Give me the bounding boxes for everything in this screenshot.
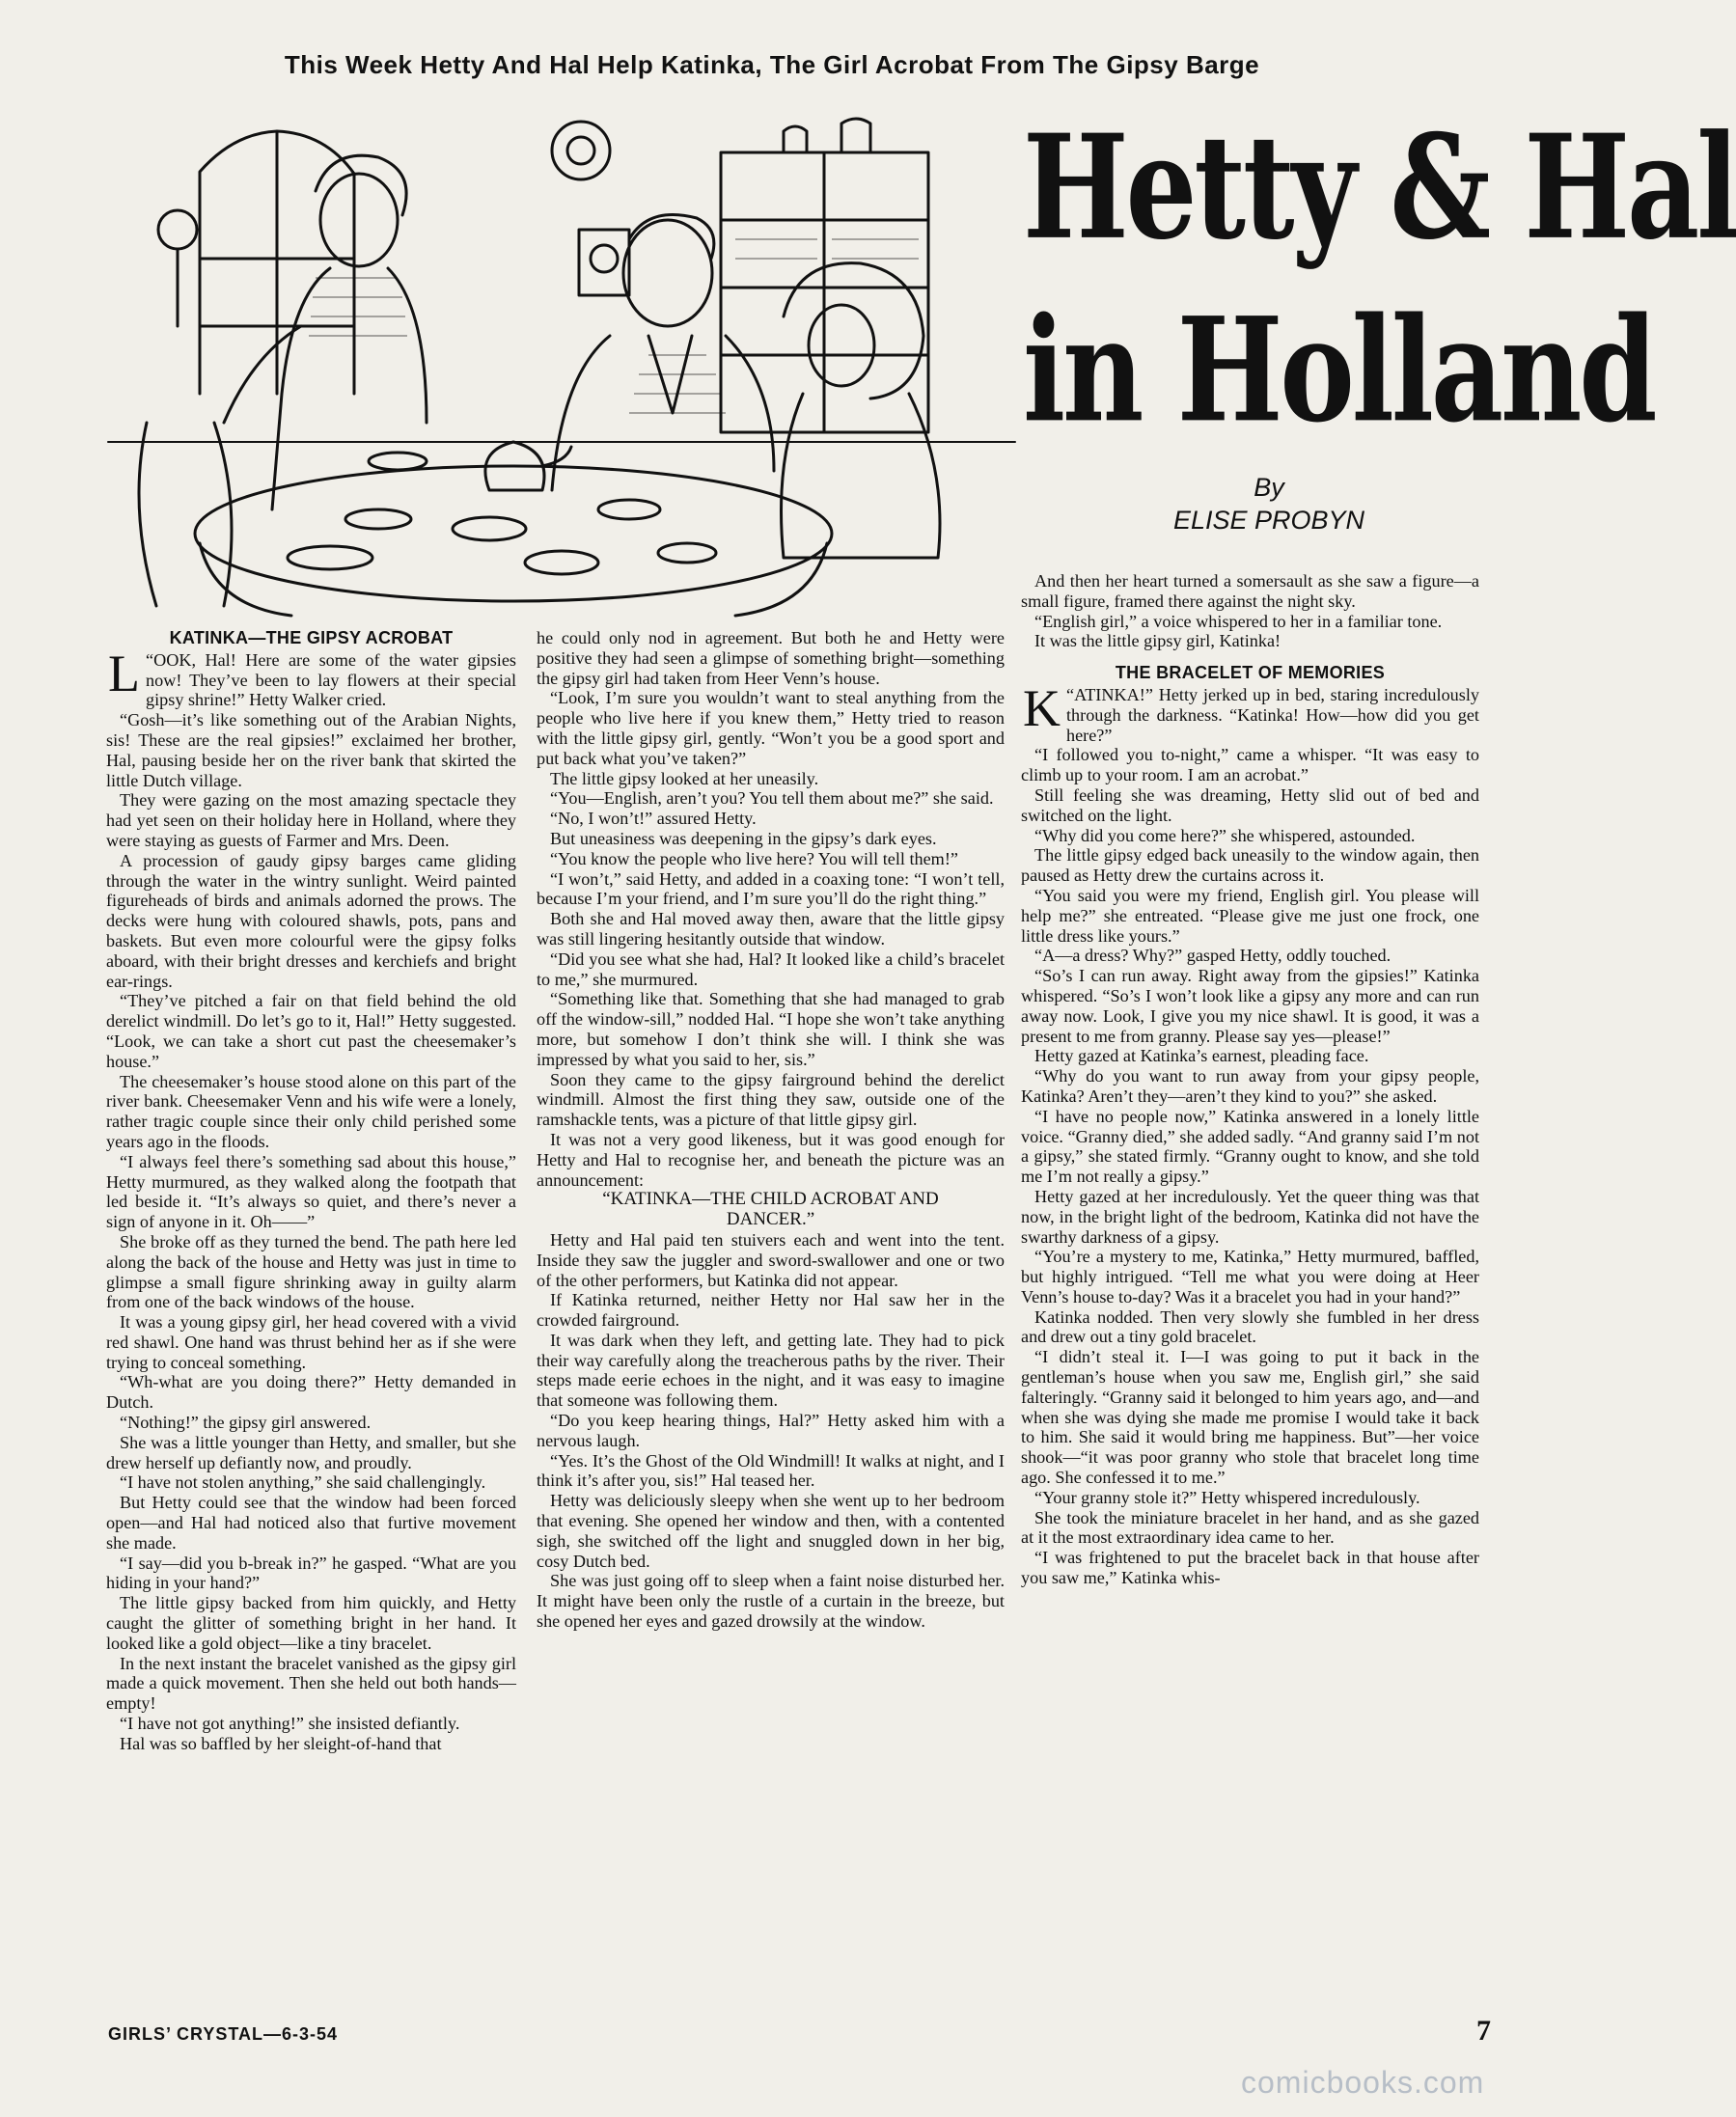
paragraph: But Hetty could see that the window had been forced open—and Hal had noticed also that furtive movement she made. bbox=[106, 1493, 516, 1553]
paragraph: “Do you keep hearing things, Hal?” Hetty asked him with a nervous laugh. bbox=[537, 1411, 1005, 1450]
paragraph: “I have no people now,” Katinka answered in a lonely little voice. “Granny died,” she added sadly. “And granny said I’m not a gipsy,” she stated firmly. “Granny ought to know, and she told me I’m not really a gipsy.” bbox=[1021, 1106, 1479, 1187]
paragraph: “A—a dress? Why?” gasped Hetty, oddly touched. bbox=[1034, 946, 1392, 966]
paragraph: “You—English, aren’t you? You tell them about me?” she said. bbox=[550, 788, 994, 809]
paragraph: Soon they came to the gipsy fairground behind the derelict windmill. Almost the first thing they saw, outside one of the ramshackle tents, was a picture of that little gipsy girl. bbox=[537, 1069, 1005, 1130]
page-number: 7 bbox=[1476, 2015, 1491, 2047]
paragraph: Hetty and Hal paid ten stuivers each and went into the tent. Inside they saw the juggler and sword-swallower and one or two of the other performers, but Katinka did not appear. bbox=[537, 1229, 1005, 1290]
paragraph: “Wh-what are you doing there?” Hetty demanded in Dutch. bbox=[106, 1372, 516, 1413]
paragraph: “No, I won’t!” assured Hetty. bbox=[550, 809, 757, 829]
story-title-line-1: Hetty & Hal bbox=[1023, 103, 1736, 272]
paragraph: L “OOK, Hal! Here are some of the water gipsies now! They’ve been to lay flowers at their special gipsy shrine!” Hetty Walker cried. bbox=[108, 644, 516, 710]
paragraph: Both she and Hal moved away then, aware that the little gipsy was still lingering hesitantly outside that window. bbox=[537, 909, 1005, 949]
paragraph: “Yes. It’s the Ghost of the Old Windmill! It walks at night, and I think it’s after you, sis!” Hal teased her. bbox=[537, 1450, 1005, 1491]
paragraph: “They’ve pitched a fair on that field behind the old derelict windmill. Do let’s go to it, Hal!” Hetty suggested. “Look, we can take a short cut past the cheesemaker’s house.” bbox=[106, 991, 516, 1071]
paragraph: They were gazing on the most amazing spectacle they had yet seen on their holiday here in Holland, where they were staying as guests of Farmer and Mrs. Deen. bbox=[106, 790, 516, 850]
paragraph: “So’s I can run away. Right away from the gipsies!” Katinka whispered. “So’s I won’t look like a gipsy any more and can run away now. Look, I give you my nice shawl. It is good, it was a present to me from granny. Please say yes—please!” bbox=[1021, 966, 1479, 1046]
paragraph: And then her heart turned a somersault as she saw a figure—a small figure, framed there against the night sky. bbox=[1021, 571, 1479, 611]
paragraph: Hal was so baffled by her sleight-of-hand that bbox=[120, 1733, 442, 1753]
byline bbox=[1119, 471, 1419, 536]
paragraph: A procession of gaudy gipsy barges came gliding through the water in the wintry sunlight. Weird painted figureheads of birds and animals adorned the prows. The decks were hung with coloured shawls, pots, pans and baskets. But even more colourful were the gipsy folks aboard, with their bright dresses and kerchiefs and bright ear-rings. bbox=[106, 850, 516, 991]
byline-author: ELISE PROBYN bbox=[1172, 506, 1365, 535]
announcement-line-1: “KATINKA—THE CHILD ACROBAT AND bbox=[602, 1189, 939, 1210]
drop-cap: L bbox=[108, 644, 140, 702]
paragraph: “I have not stolen anything,” she said challengingly. bbox=[120, 1472, 486, 1493]
byline-by: By bbox=[1254, 473, 1284, 502]
paragraph: K “ATINKA!” Hetty jerked up in bed, staring incredulously through the darkness. “Katinka! How—how did you get here?” bbox=[1023, 678, 1479, 745]
story-illustration bbox=[108, 104, 1015, 616]
paragraph: It was not a very good likeness, but it was good enough for Hetty and Hal to recognise her, and beneath the picture was an announcement: bbox=[537, 1129, 1005, 1190]
paragraph: But uneasiness was deepening in the gipsy’s dark eyes. bbox=[550, 828, 937, 848]
paragraph: “I was frightened to put the bracelet back in that house after you saw me,” Katinka whis- bbox=[1021, 1548, 1479, 1588]
paragraph: Hetty gazed at her incredulously. Yet the queer thing was that now, in the bright light of the bedroom, Katinka did not have the swarthy darkness of a gipsy. bbox=[1021, 1186, 1479, 1247]
paragraph: The cheesemaker’s house stood alone on this part of the river bank. Cheesemaker Venn and his wife were a lonely, rather tragic couple since their only child perished some years ago in the floods. bbox=[106, 1071, 516, 1151]
paragraph: “I say—did you b-break in?” he gasped. “What are you hiding in your hand?” bbox=[106, 1553, 516, 1593]
paragraph: “Why did you come here?” she whispered, astounded. bbox=[1034, 825, 1416, 845]
paragraph: “You’re a mystery to me, Katinka,” Hetty murmured, baffled, but highly intrigued. “Tell me what you were doing at Heer Venn’s house to-day? Was it a bracelet you had in your hand?” bbox=[1021, 1247, 1479, 1306]
story-title bbox=[1023, 96, 1736, 462]
section-heading-2: THE BRACELET OF MEMORIES bbox=[1115, 663, 1386, 683]
column-1 bbox=[106, 628, 516, 1754]
paragraph: It was dark when they left, and getting late. They had to pick their way carefully along the treacherous paths by the river. Their steps made eerie echoes in the night, and it was easy to imagine that someone was following them. bbox=[537, 1330, 1005, 1411]
drop-cap: K bbox=[1023, 678, 1061, 737]
paragraph: “I always feel there’s something sad about this house,” Hetty murmured, as they walked along the footpath that led beside it. “It’s always so quiet, and there’s never a sign of anyone in it. Oh——” bbox=[106, 1151, 516, 1232]
paragraph: “English girl,” a voice whispered to her in a familiar tone. bbox=[1034, 611, 1443, 631]
paragraph: “Why do you want to run away from your gipsy people, Katinka? Aren’t they—aren’t they kind to you?” she asked. bbox=[1021, 1066, 1479, 1106]
paragraph: “I won’t,” said Hetty, and added in a coaxing tone: “I won’t tell, because I’m your friend, and I’m sure you’ll do the right thing.” bbox=[537, 868, 1005, 909]
paragraph: “Gosh—it’s like something out of the Arabian Nights, sis! These are the real gipsies!” exclaimed her brother, Hal, pausing beside her on the river bank that skirted the little Dutch village. bbox=[106, 710, 516, 790]
section-heading-1: KATINKA—THE GIPSY ACROBAT bbox=[169, 628, 454, 647]
paragraph: It was the little gipsy girl, Katinka! bbox=[1034, 631, 1281, 651]
paragraph: “I have not got anything!” she insisted defiantly. bbox=[120, 1714, 460, 1734]
paragraph: The little gipsy backed from him quickly, and Hetty caught the glitter of something bright in her hand. It looked like a gold object—like a tiny bracelet. bbox=[106, 1593, 516, 1653]
paragraph: She was just going off to sleep when a faint noise disturbed her. It might have been only the rustle of a curtain in the breeze, but she opened her eyes and gazed drowsily at the window. bbox=[537, 1571, 1005, 1632]
paragraph: Hetty gazed at Katinka’s earnest, pleading face. bbox=[1034, 1046, 1369, 1066]
issue-footer: GIRLS’ CRYSTAL—6-3-54 bbox=[108, 2024, 339, 2044]
paragraph: Still feeling she was dreaming, Hetty slid out of bed and switched on the light. bbox=[1021, 784, 1479, 825]
paragraph: She was a little younger than Hetty, and smaller, but she drew herself up defiantly now, and proudly. bbox=[106, 1432, 516, 1472]
paragraph: “You know the people who live here? You will tell them!” bbox=[550, 848, 958, 868]
headline: This Week Hetty And Hal Help Katinka, The Girl Acrobat From The Gipsy Barge bbox=[284, 50, 1260, 79]
announcement-line-2: DANCER.” bbox=[726, 1209, 815, 1230]
paragraph: Katinka nodded. Then very slowly she fumbled in her dress and drew out a tiny gold bracelet. bbox=[1021, 1306, 1479, 1347]
paragraph: The little gipsy looked at her uneasily. bbox=[550, 768, 819, 788]
paragraph: “Your granny stole it?” Hetty whispered incredulously. bbox=[1034, 1487, 1420, 1507]
paragraph: In the next instant the bracelet vanished as the gipsy girl made a quick movement. Then she held out both hands—empty! bbox=[106, 1653, 516, 1714]
watermark: comicbooks.com bbox=[1241, 2065, 1485, 2100]
column-2 bbox=[537, 628, 1005, 1632]
column-3 bbox=[1021, 571, 1479, 1588]
paragraph: “Nothing!” the gipsy girl answered. bbox=[120, 1413, 372, 1433]
paragraph: She took the miniature bracelet in her hand, and as she gazed at it the most extraordinary idea came to her. bbox=[1021, 1507, 1479, 1548]
paragraph: “You said you were my friend, English girl. You please will help me?” she entreated. “Please give me just one frock, one little dress like yours.” bbox=[1021, 885, 1479, 946]
announcement bbox=[537, 1190, 1005, 1230]
paragraph: She broke off as they turned the bend. The path here led along the back of the house and Hetty was just in time to glimpse a small figure shrinking away in guilty alarm from one of the back windows of the house. bbox=[106, 1231, 516, 1312]
paragraph: “Did you see what she had, Hal? It looked like a child’s bracelet to me,” she murmured. bbox=[537, 949, 1005, 989]
paragraph: If Katinka returned, neither Hetty nor Hal saw her in the crowded fairground. bbox=[537, 1290, 1005, 1331]
story-title-line-2: in Holland bbox=[1023, 287, 1655, 455]
paragraph: “Something like that. Something that she had managed to grab off the window-sill,” nodded Hal. “I hope she won’t take anything more, but somehow I don’t think she will. I think she was impressed by what you said to her, sis.” bbox=[537, 989, 1005, 1069]
paragraph: he could only nod in agreement. But both he and Hetty were positive they had seen a glimpse of something bright—something the gipsy girl had taken from Heer Venn’s house. bbox=[537, 628, 1005, 688]
paragraph: “I followed you to-night,” came a whisper. “It was easy to climb up to your room. I am an acrobat.” bbox=[1021, 745, 1479, 785]
paragraph: “I didn’t steal it. I—I was going to put it back in the gentleman’s house when you saw me, English girl,” she said falteringly. “Granny said it belonged to him years ago, and—and when she was dying she made me promise I would take it back to him. She said it would bring me happiness. But”—her voice shook—“it was poor granny who stole that bracelet long time ago. She confessed it to me.” bbox=[1021, 1347, 1479, 1488]
paragraph: “Look, I’m sure you wouldn’t want to steal anything from the people who live here if you knew them,” Hetty tried to reason with the little gipsy girl, gently. “Won’t you be a good sport and put back what you’ve taken?” bbox=[537, 688, 1005, 768]
paragraph: It was a young gipsy girl, her head covered with a vivid red shawl. One hand was thrust behind her as if she were trying to conceal something. bbox=[106, 1312, 516, 1372]
paragraph: Hetty was deliciously sleepy when she went up to her bedroom that evening. She opened her window and then, with a contented sigh, she switched off the light and snuggled down in her big, cosy Dutch bed. bbox=[537, 1491, 1005, 1571]
paragraph: The little gipsy edged back uneasily to the window again, then paused as Hetty drew the curtains across it. bbox=[1021, 845, 1479, 886]
